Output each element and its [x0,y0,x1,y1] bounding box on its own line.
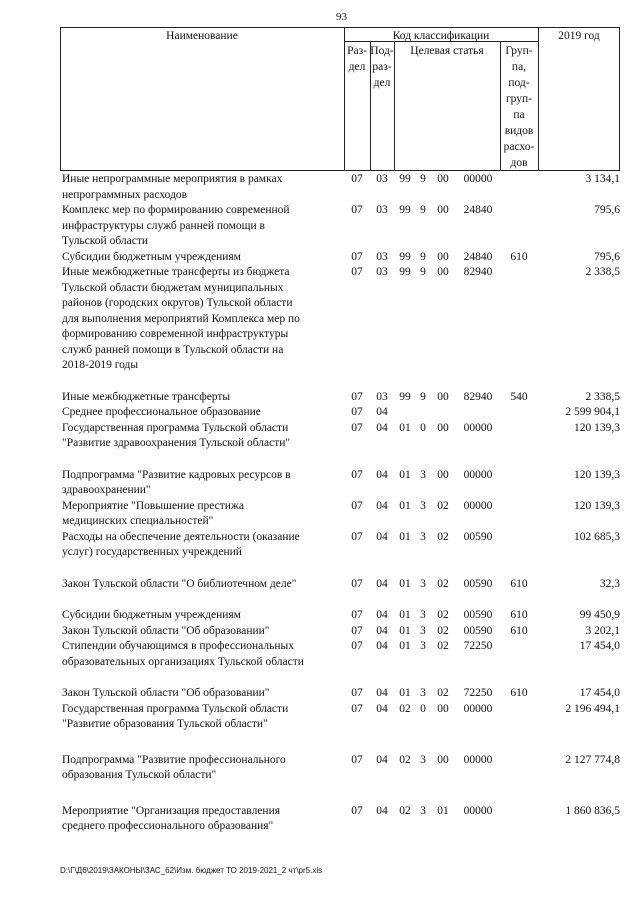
row-group [500,405,538,421]
row-razdel: 07 [351,530,363,543]
row-target-direction: 82940 [463,390,493,403]
row-name: Иные межбюджетные трансферты из бюджета Тульской области бюджетам муниципальных районов (городских округов) Тульской области для выполнения мероприятий Комплекса мер по формированию современной инфраструктуры служб ранней помощи в Тульской области на 2018-2019 годы [62,266,300,371]
row-podrazdel: 04 [376,624,388,637]
row-razdel: 07 [351,421,363,434]
row-name: Субсидии бюджетным учреждениям [62,609,241,621]
row-target-subprogram: 3 [420,687,426,699]
table-row [60,577,620,593]
row-target-subprogram: 3 [420,804,426,817]
row-target-program: 99 [399,250,411,263]
row-podrazdel: 03 [376,204,388,216]
row-target-program: 02 [399,804,411,817]
row-target-event: 02 [437,499,449,512]
header-target: Целевая статья [410,45,484,57]
table-row [60,753,620,784]
row-razdel: 07 [351,406,363,418]
row-razdel: 07 [351,687,363,699]
row-target-subprogram [416,405,430,421]
row-target-subprogram: 9 [420,204,426,216]
row-target-event: 00 [437,173,449,185]
row-name: Закон Тульской области "Об образовании" [62,624,270,637]
row-name: Государственная программа Тульской области "Развитие образования Тульской области" [62,702,289,730]
row-target-subprogram: 3 [420,624,426,637]
row-target-event: 02 [437,624,449,637]
row-target-subprogram: 9 [420,173,426,185]
row-target-program [394,405,416,421]
row-target-direction: 00000 [463,468,493,481]
row-target-event: 00 [437,266,449,278]
header-year: 2019 год [558,30,600,42]
row-target-direction: 00590 [463,530,493,543]
row-target-event: 00 [437,753,449,766]
row-target-program: 01 [399,499,411,512]
row-name: Закон Тульской области "О библиотечном деле" [62,577,297,590]
row-group: 610 [510,577,528,590]
row-target-program: 01 [399,530,411,543]
row-group: 610 [510,624,528,637]
row-target-direction: 00590 [463,577,493,590]
row-target-program: 01 [399,609,411,621]
row-podrazdel: 04 [376,530,388,543]
row-value: 2 196 494,1 [565,702,620,715]
table-row [60,639,620,670]
table-row [60,608,620,624]
row-target-direction: 82940 [463,266,493,278]
header-razdel: Раз- дел [347,45,367,73]
table-row [60,624,620,640]
row-group [500,702,538,733]
table-row [60,468,620,499]
row-razdel: 07 [351,468,363,481]
header-group: Груп- па, под- груп- па видов расхо- дов [503,45,535,169]
row-razdel: 07 [351,609,363,621]
row-name: Комплекс мер по формированию современной инфраструктуры служб ранней помощи в Тульской области [62,204,290,247]
row-group [500,203,538,250]
row-value: 2 338,5 [585,266,620,278]
table-row [60,702,620,733]
table-row [60,499,620,530]
row-target-event: 00 [437,390,449,403]
row-name: Подпрограмма "Развитие кадровых ресурсов в здравоохранении" [62,468,291,496]
header-code: Код классификации [392,30,490,42]
table-body [60,172,620,835]
row-name: Субсидии бюджетным учреждениям [62,250,241,263]
row-group [500,172,538,203]
row-podrazdel: 04 [376,687,388,699]
row-target-direction: 72250 [463,640,493,652]
row-podrazdel: 04 [376,421,388,434]
row-name: Подпрограмма "Развитие профессионального образования Тульской области" [62,753,286,781]
row-target-direction: 00000 [463,804,493,817]
row-podrazdel: 04 [376,468,388,481]
row-name: Государственная программа Тульской области "Развитие здравоохранения Тульской области" [62,421,291,449]
row-value: 102 685,3 [574,530,620,543]
row-razdel: 07 [351,753,363,766]
row-razdel: 07 [351,266,363,278]
row-target-program: 99 [399,266,411,278]
table-header [60,27,620,170]
table-row [60,390,620,406]
row-razdel: 07 [351,624,363,637]
row-value: 17 454,0 [579,687,620,699]
table-row [60,804,620,835]
row-value: 17 454,0 [579,640,620,652]
row-podrazdel: 03 [376,390,388,403]
row-value: 3 202,1 [585,624,620,637]
row-podrazdel: 04 [376,406,388,418]
row-target-subprogram: 9 [420,266,426,278]
row-group: 610 [510,250,528,263]
row-value: 120 139,3 [574,468,620,481]
row-name: Иные межбюджетные трансферты [62,390,231,403]
row-razdel: 07 [351,250,363,263]
row-target-subprogram: 3 [420,753,426,766]
row-group [500,804,538,835]
row-target-program: 99 [399,390,411,403]
row-target-subprogram: 3 [420,609,426,621]
row-group [500,468,538,499]
table-row [60,421,620,452]
row-podrazdel: 04 [376,804,388,817]
row-podrazdel: 04 [376,609,388,621]
row-name: Расходы на обеспечение деятельности (оказание услуг) государственных учреждений [62,530,300,558]
row-target-direction: 00000 [463,753,493,766]
header-name: Наименование [166,30,238,42]
row-target-direction: 00000 [463,499,493,512]
row-target-direction: 72250 [463,687,493,699]
row-target-subprogram: 3 [420,530,426,543]
row-target-direction: 00000 [463,421,493,434]
row-razdel: 07 [351,804,363,817]
row-value: 2 599 904,1 [565,406,620,418]
table-row [60,686,620,702]
row-razdel: 07 [351,577,363,590]
row-target-event: 00 [437,702,449,715]
row-name: Иные непрограммные мероприятия в рамках непрограммных расходов [62,173,283,201]
row-value: 32,3 [599,577,620,590]
row-target-direction: 00000 [463,702,493,715]
table-row [60,530,620,561]
row-target-subprogram: 3 [420,499,426,512]
row-name: Среднее профессиональное образование [62,406,261,418]
row-target-event: 00 [437,468,449,481]
row-target-program: 01 [399,624,411,637]
row-target-program: 01 [399,421,411,434]
row-target-event: 00 [437,421,449,434]
row-target-subprogram: 3 [420,468,426,481]
row-value: 795,6 [594,204,620,216]
row-podrazdel: 03 [376,250,388,263]
row-name: Мероприятие "Повышение престижа медицинских специальностей" [62,499,244,527]
row-target-direction [456,405,500,421]
row-target-subprogram: 3 [420,577,426,590]
table-row [60,203,620,250]
row-target-event: 00 [437,250,449,263]
table-row [60,265,620,374]
row-target-direction: 00000 [463,173,493,185]
row-name: Мероприятие "Организация предоставления среднего профессионального образования" [62,804,281,832]
row-podrazdel: 03 [376,173,388,185]
row-target-event: 02 [437,530,449,543]
row-razdel: 07 [351,640,363,652]
row-razdel: 07 [351,390,363,403]
row-target-event: 02 [437,640,449,652]
row-target-event: 01 [437,804,449,817]
row-value: 1 860 836,5 [565,804,620,817]
row-target-program: 01 [399,468,411,481]
row-value: 2 127 774,8 [565,753,620,766]
row-podrazdel: 04 [376,753,388,766]
row-target-program: 02 [399,753,411,766]
row-group: 610 [510,687,528,699]
row-value: 795,6 [594,250,620,263]
row-razdel: 07 [351,499,363,512]
row-target-subprogram: 0 [420,702,426,715]
row-target-event: 02 [437,687,449,699]
row-podrazdel: 04 [376,702,388,715]
row-group [500,639,538,670]
row-group [500,499,538,530]
row-group: 540 [510,390,528,403]
row-name: Закон Тульской области "Об образовании" [62,687,270,699]
file-path-footer: D:\Г\Д6\2019\ЗАКОНЫ\ЗАС_62\Изм. бюджет ТО 2019-2021_2 чт\pr5.xls [60,866,323,875]
row-razdel: 07 [351,173,363,185]
row-target-program: 99 [399,173,411,185]
row-target-program: 01 [399,577,411,590]
row-target-subprogram: 0 [420,421,426,434]
row-target-subprogram: 3 [420,640,426,652]
row-target-program: 02 [399,702,411,715]
row-target-subprogram: 9 [420,390,426,403]
row-target-event: 00 [437,204,449,216]
row-target-event: 02 [437,577,449,590]
row-group [500,530,538,561]
row-podrazdel: 03 [376,266,388,278]
row-target-direction: 00590 [463,624,493,637]
row-target-direction: 24840 [463,250,493,263]
table-row [60,172,620,203]
row-target-program: 01 [399,640,411,652]
table-row [60,405,620,421]
row-target-program: 99 [399,204,411,216]
row-value: 3 134,1 [585,173,620,185]
row-value: 99 450,9 [579,609,620,621]
row-group [500,421,538,452]
row-target-subprogram: 9 [420,250,426,263]
row-target-program: 01 [399,687,411,699]
row-name: Стипендии обучающимся в профессиональных образовательных организациях Тульской области [62,640,304,668]
row-podrazdel: 04 [376,499,388,512]
row-podrazdel: 04 [376,577,388,590]
row-value: 120 139,3 [574,421,620,434]
row-target-event [430,405,456,421]
header-podrazdel: Под- раз- дел [370,45,394,89]
row-target-direction: 24840 [463,204,493,216]
row-value: 120 139,3 [574,499,620,512]
row-razdel: 07 [351,204,363,216]
page-number: 93 [336,11,347,23]
row-value: 2 338,5 [585,390,620,403]
row-target-event: 02 [437,609,449,621]
table-row [60,250,620,266]
row-podrazdel: 04 [376,640,388,652]
row-target-direction: 00590 [463,609,493,621]
row-group [500,753,538,784]
row-razdel: 07 [351,702,363,715]
row-group [500,265,538,374]
row-group: 610 [510,609,528,621]
